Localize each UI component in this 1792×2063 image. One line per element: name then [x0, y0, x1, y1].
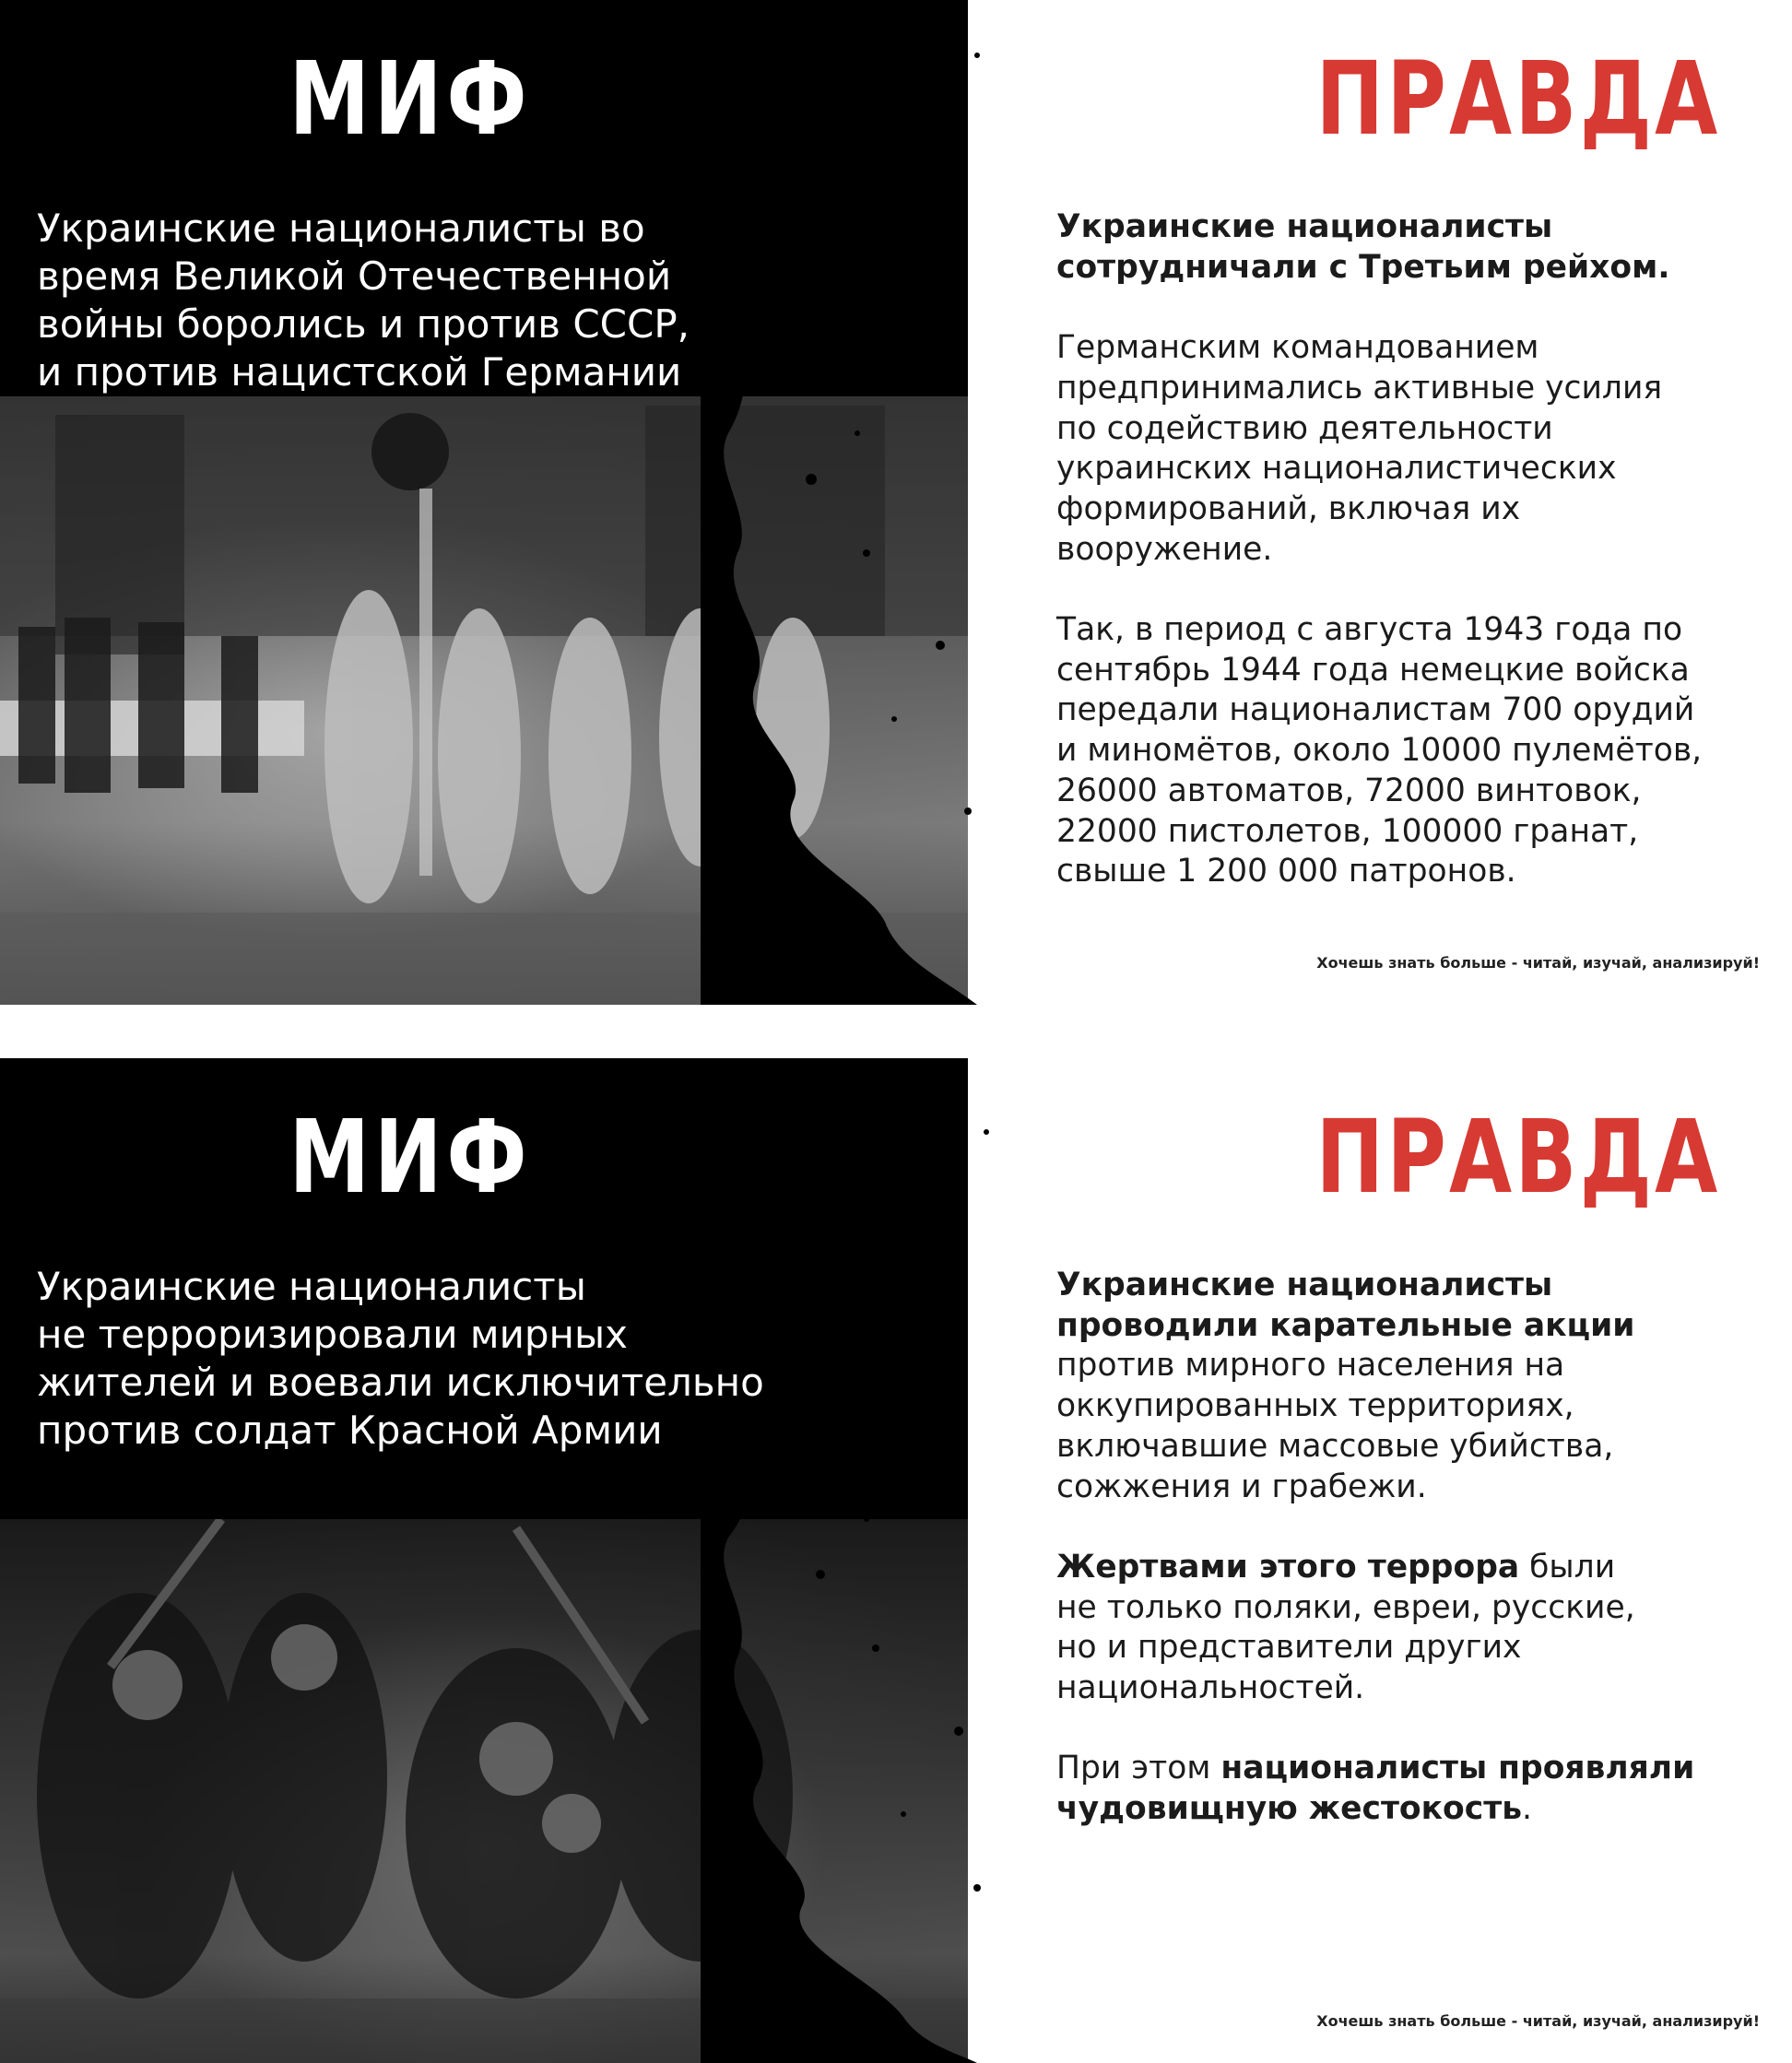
truth-bold-claim: Украинские националисты проводили карательные акции: [1056, 1267, 1635, 1344]
truth-bold-cruelty: националисты проявляли чудовищную жестокость: [1056, 1750, 1695, 1828]
footer-slogan: Хочешь знать больше - читай, изучай, анализируй!: [1316, 954, 1760, 972]
ink-splatter-divider: [701, 1058, 1032, 2063]
truth-bold-victims: Жертвами этого террора: [1056, 1548, 1520, 1586]
truth-paragraph-3: [1056, 1749, 1757, 1829]
myth-statement: Украинские националисты во время Великой Отечественной войны боролись и против СССР, и против нацистской Германии: [37, 206, 690, 395]
truth-title: ПРАВДА: [1315, 40, 1721, 158]
myth-title: МИФ: [289, 40, 532, 158]
truth-title: ПРАВДА: [1315, 1098, 1721, 1216]
ink-splatter-divider: [701, 0, 1032, 1005]
myth-truth-panel-2: [0, 1058, 1792, 2063]
truth-paragraph-1: [1056, 207, 1757, 288]
truth-paragraph-1-rest: против мирного населения на оккупированных территориях, включавшие массовые убийства, сожжения и грабежи.: [1056, 1347, 1614, 1505]
truth-paragraph-1: [1056, 1266, 1757, 1507]
truth-paragraph-2-rest: были не только поляки, евреи, русские, но и представители других национальностей.: [1056, 1548, 1635, 1707]
truth-paragraph-3-lead: При этом: [1056, 1750, 1221, 1787]
truth-paragraph-3: Так, в период с августа 1943 года по сентябрь 1944 года немецкие войска передали националистам 700 орудий и миномётов, около 10000 пулемётов, 26000 автоматов, 72000 винтовок, 22000 пистолетов, 100000 гранат, свыше 1 200 000 патронов.: [1056, 611, 1703, 890]
myth-statement: Украинские националисты не терроризировали мирных жителей и воевали исключительно против солдат Красной Армии: [37, 1264, 764, 1453]
truth-body: [1056, 207, 1757, 933]
truth-paragraph-2: Германским командованием предпринимались активные усилия по содействию деятельности украинских националистических формирований, включая их вооружение.: [1056, 329, 1663, 568]
truth-body: [1056, 1266, 1757, 1870]
myth-title: МИФ: [289, 1098, 532, 1216]
footer-slogan: Хочешь знать больше - читай, изучай, анализируй!: [1316, 2012, 1760, 2030]
truth-paragraph-3-end: .: [1522, 1790, 1532, 1828]
myth-truth-panel-1: [0, 0, 1792, 1005]
truth-bold-claim: Украинские националисты сотрудничали с Третьим рейхом.: [1056, 208, 1670, 286]
truth-paragraph-2: [1056, 1548, 1757, 1709]
